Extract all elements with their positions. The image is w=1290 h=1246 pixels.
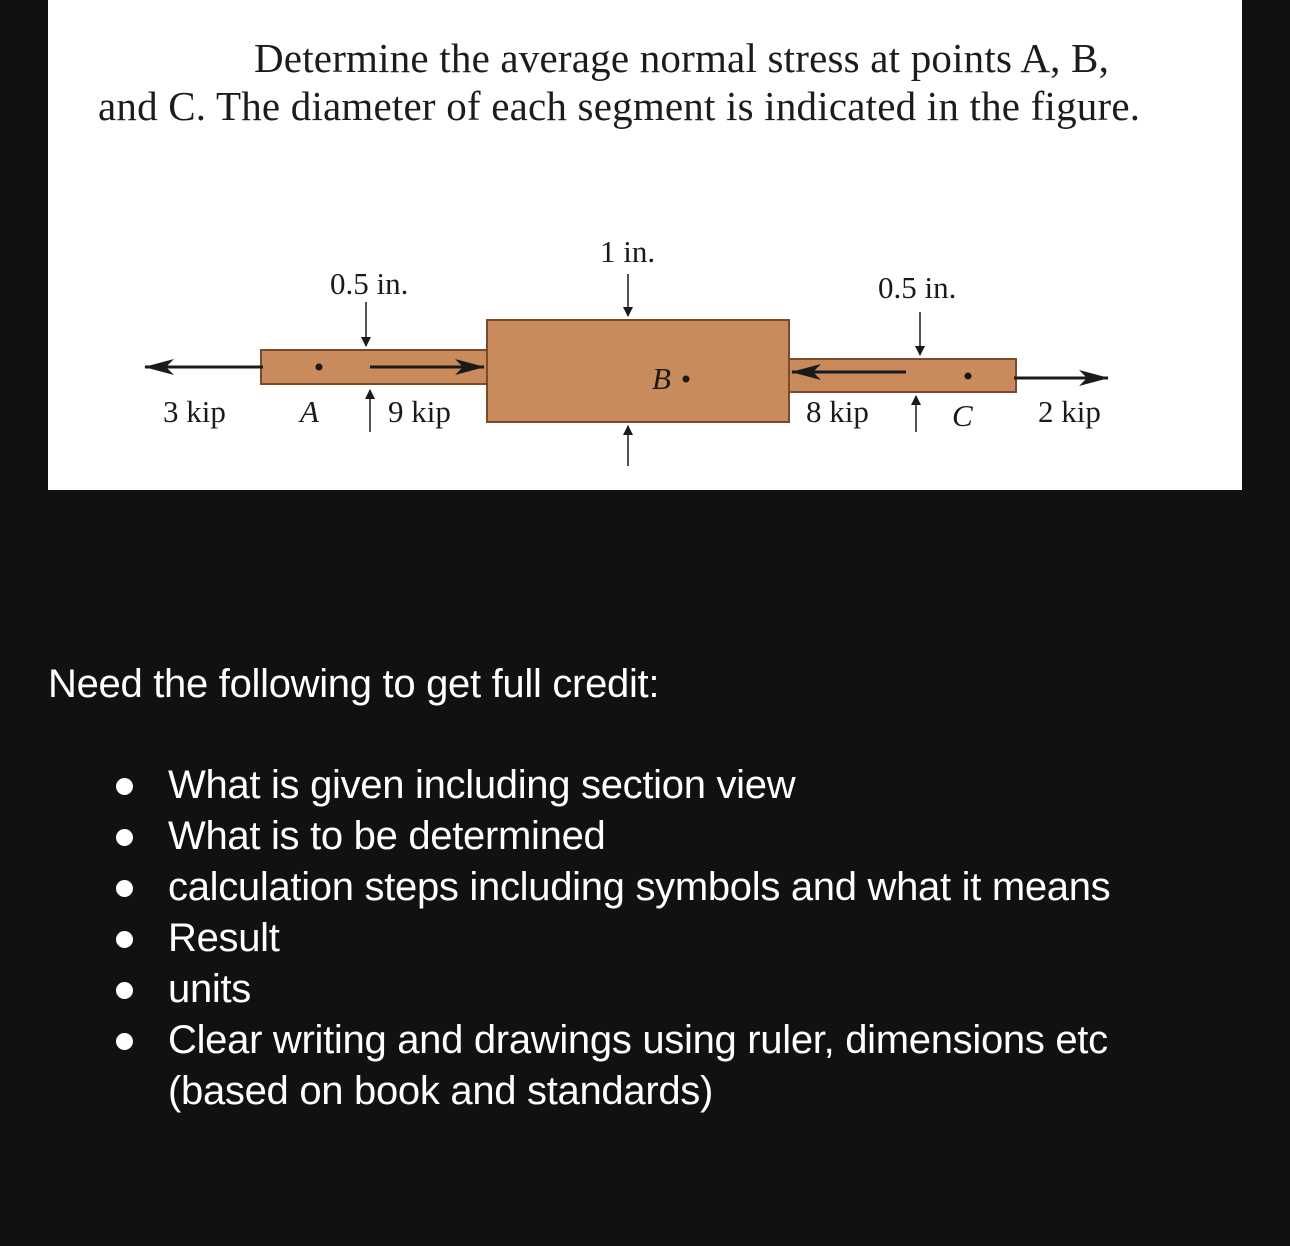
point-a-label: A [300,394,319,429]
right-rod-segment [789,359,1016,392]
force-label-8kip: 8 kip [806,394,869,429]
requirement-text: units [168,967,251,1011]
bullet-icon [116,982,133,999]
force-label-9kip: 9 kip [388,394,451,429]
problem-statement-line-2: and C. The diameter of each segment is indicated in the figure. [98,83,1141,129]
requirement-text: calculation steps including symbols and what it means [168,865,1111,909]
point-b-dot [683,376,690,383]
middle-rod-segment [487,320,789,422]
requirement-item [110,862,1230,913]
bullet-icon [116,1033,133,1050]
requirement-text: Clear writing and drawings using ruler, dimensions etc (based on book and standards) [168,1018,1108,1113]
problem-statement-line-1: Determine the average normal stress at points A, B, [254,35,1110,81]
point-c-label: C [952,398,973,433]
bar-figure [48,0,1242,490]
requirements-heading: Need the following to get full credit: [48,662,660,706]
force-label-3kip: 3 kip [163,394,226,429]
diameter-label-right: 0.5 in. [878,270,957,305]
requirement-item [110,1015,1230,1117]
problem-card [48,0,1242,490]
requirement-text: What is given including section view [168,763,796,807]
requirements-list [110,760,1230,1117]
point-c-dot [965,373,972,380]
bullet-icon [116,931,133,948]
diameter-label-middle: 1 in. [600,234,656,269]
requirement-item [110,964,1230,1015]
requirement-text: What is to be determined [168,814,606,858]
requirement-item [110,811,1230,862]
force-label-2kip: 2 kip [1038,394,1101,429]
requirement-item [110,913,1230,964]
point-b-label: B [652,361,671,396]
diameter-label-left: 0.5 in. [330,266,409,301]
bullet-icon [116,880,133,897]
requirement-text: Result [168,916,280,960]
requirement-item [110,760,1230,811]
point-a-dot [316,364,323,371]
bullet-icon [116,829,133,846]
bullet-icon [116,778,133,795]
